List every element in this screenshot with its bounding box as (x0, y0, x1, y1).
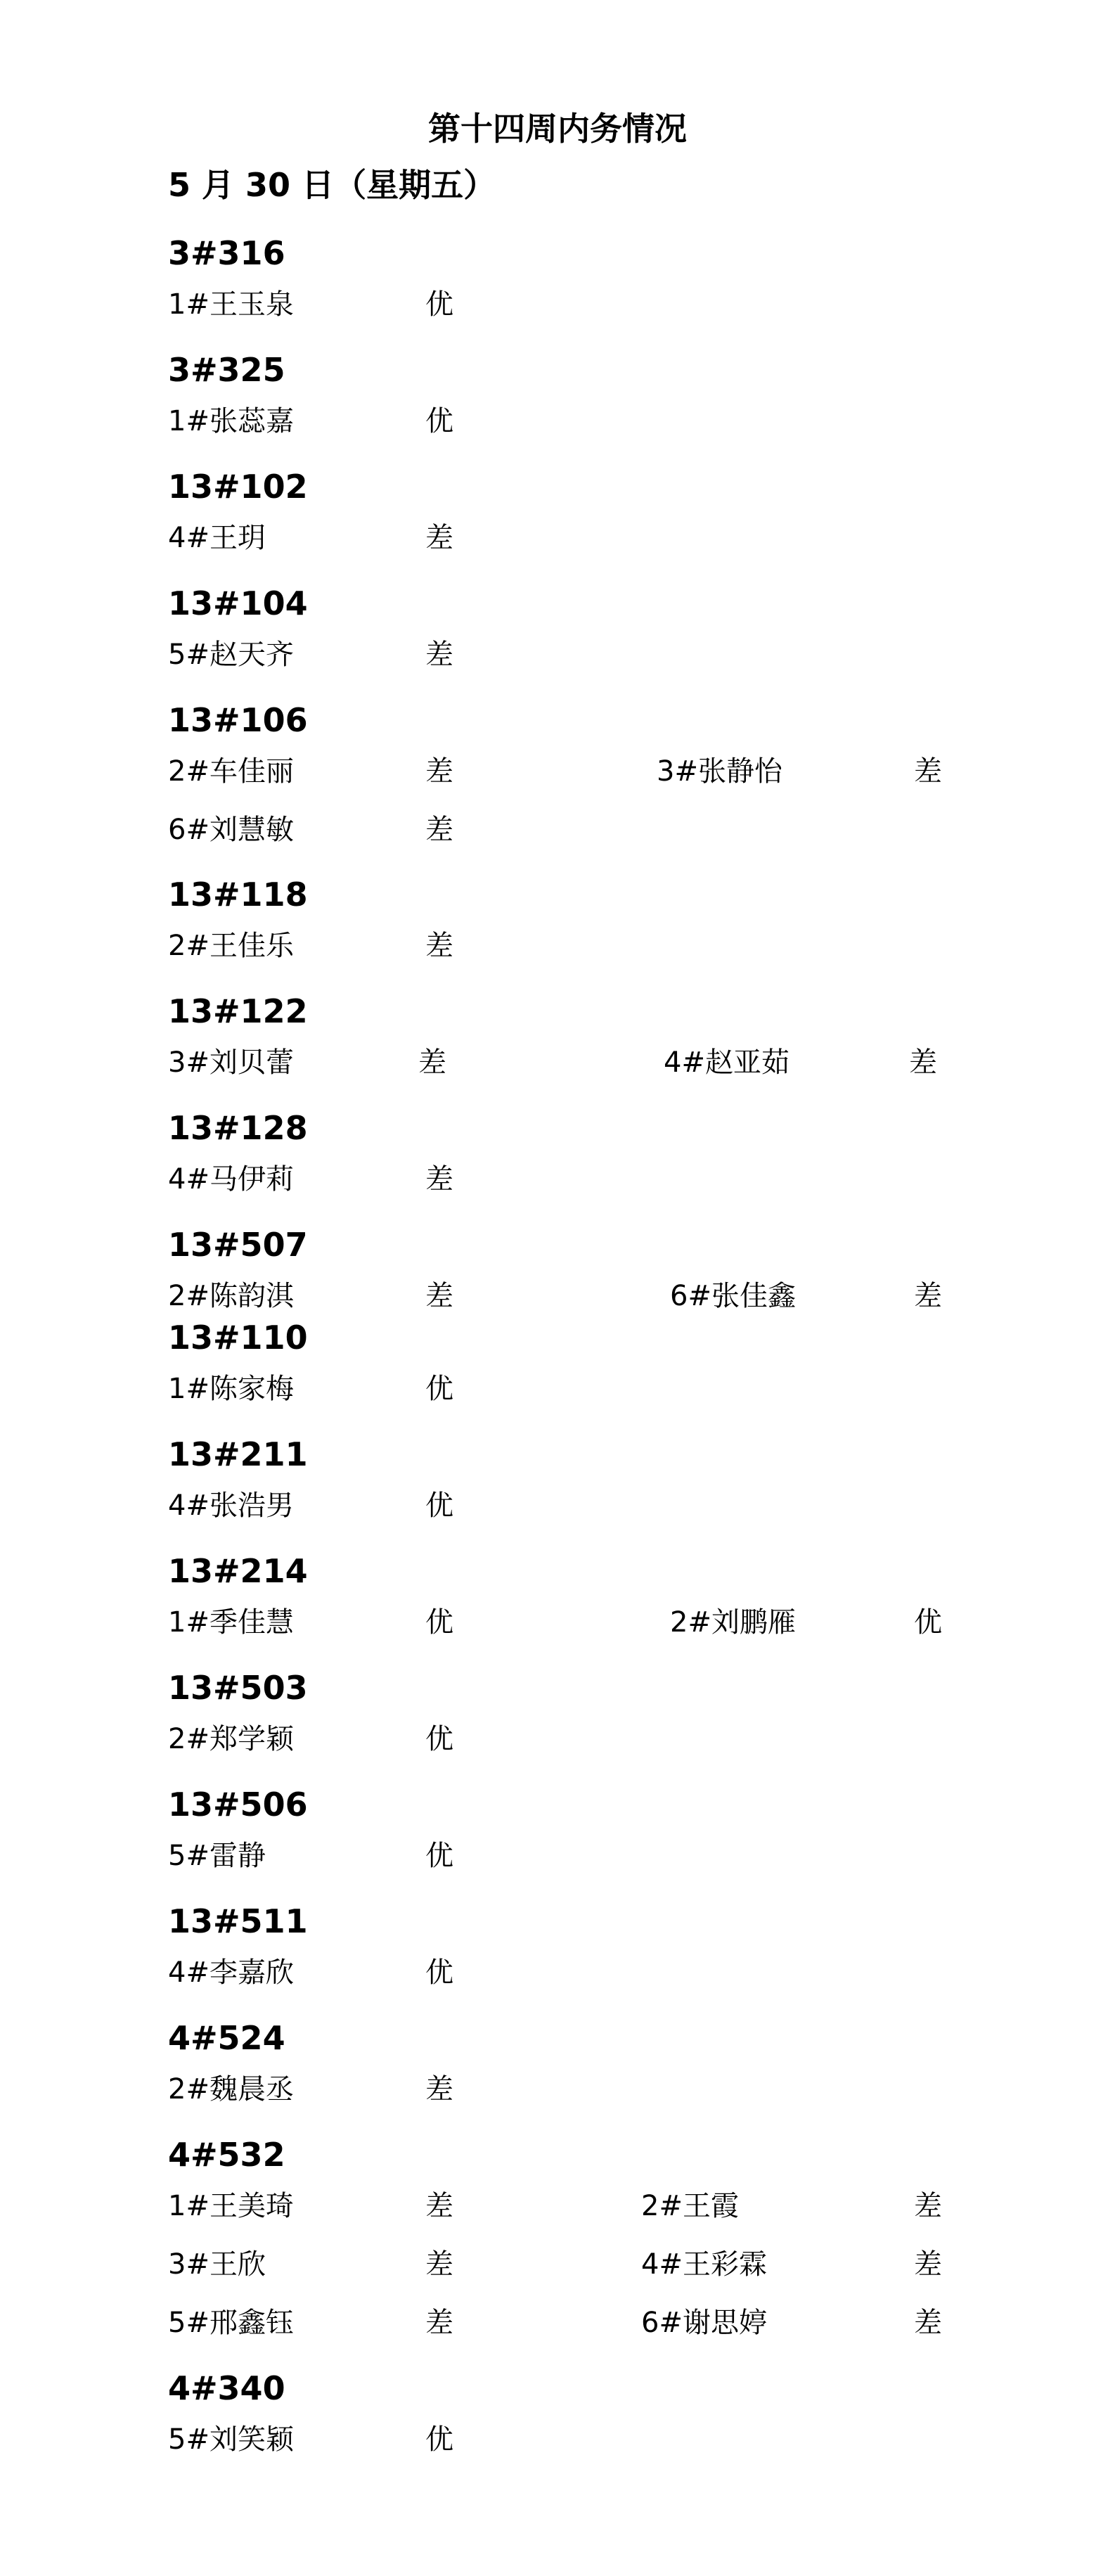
resident-name: 6#刘慧敏 (168, 814, 294, 846)
room-number: 13#211 (168, 1435, 308, 1473)
inspection-grade: 差 (425, 755, 453, 788)
resident-name: 1#陈家梅 (168, 1373, 294, 1405)
resident-name: 4#王彩霖 (641, 2248, 767, 2281)
resident-name: 2#郑学颖 (168, 1723, 294, 1755)
inspection-grade: 差 (418, 1046, 446, 1079)
inspection-grade: 差 (425, 522, 453, 554)
inspection-grade: 差 (425, 2190, 453, 2222)
resident-name: 3#刘贝蕾 (168, 1046, 294, 1079)
room-number: 13#106 (168, 701, 308, 739)
room-number: 13#214 (168, 1552, 308, 1590)
resident-name: 4#李嘉欣 (168, 1956, 294, 1989)
resident-name: 4#马伊莉 (168, 1163, 294, 1196)
date-heading: 5 月 30 日（星期五） (168, 166, 496, 204)
inspection-grade: 差 (425, 930, 453, 962)
document-title: 第十四周内务情况 (428, 110, 687, 148)
inspection-grade: 差 (909, 1046, 937, 1079)
room-number: 13#118 (168, 876, 308, 914)
inspection-grade: 差 (425, 639, 453, 671)
room-number: 3#316 (168, 234, 285, 272)
room-number: 3#325 (168, 351, 285, 389)
resident-name: 2#王佳乐 (168, 930, 294, 962)
inspection-grade: 差 (425, 814, 453, 846)
resident-name: 5#刘笑颖 (168, 2423, 294, 2456)
room-number: 13#507 (168, 1226, 308, 1264)
resident-name: 2#陈韵淇 (168, 1280, 294, 1312)
resident-name: 2#刘鹏雁 (670, 1606, 796, 1639)
resident-name: 2#魏晨丞 (168, 2073, 294, 2106)
inspection-grade: 差 (914, 2190, 942, 2222)
resident-name: 5#赵天齐 (168, 639, 294, 671)
inspection-grade: 优 (425, 405, 453, 437)
room-number: 13#511 (168, 1902, 308, 1940)
resident-name: 3#王欣 (168, 2248, 266, 2281)
inspection-grade: 优 (425, 288, 453, 321)
inspection-grade: 差 (914, 2248, 942, 2281)
resident-name: 4#王玥 (168, 522, 266, 554)
room-number: 13#503 (168, 1669, 308, 1707)
inspection-grade: 优 (425, 1723, 453, 1755)
inspection-grade: 差 (425, 2073, 453, 2106)
room-number: 13#102 (168, 468, 308, 506)
room-number: 4#524 (168, 2019, 285, 2057)
inspection-grade: 差 (425, 1280, 453, 1312)
resident-name: 1#王玉泉 (168, 288, 294, 321)
room-number: 4#532 (168, 2136, 285, 2174)
inspection-grade: 优 (425, 1956, 453, 1989)
resident-name: 2#车佳丽 (168, 755, 294, 788)
resident-name: 6#谢思婷 (641, 2307, 767, 2339)
inspection-grade: 优 (914, 1606, 942, 1639)
resident-name: 1#王美琦 (168, 2190, 294, 2222)
inspection-grade: 优 (425, 1373, 453, 1405)
inspection-grade: 差 (914, 1280, 942, 1312)
resident-name: 4#赵亚茹 (664, 1046, 789, 1079)
resident-name: 1#张蕊嘉 (168, 405, 294, 437)
room-number: 13#122 (168, 992, 308, 1030)
resident-name: 6#张佳鑫 (670, 1280, 796, 1312)
resident-name: 5#雷静 (168, 1840, 266, 1872)
resident-name: 2#王霞 (641, 2190, 739, 2222)
inspection-grade: 优 (425, 1840, 453, 1872)
room-number: 13#128 (168, 1109, 308, 1147)
inspection-grade: 差 (425, 1163, 453, 1196)
resident-name: 1#季佳慧 (168, 1606, 294, 1639)
inspection-grade: 优 (425, 2423, 453, 2456)
inspection-grade: 差 (425, 2307, 453, 2339)
room-number: 4#340 (168, 2369, 285, 2407)
inspection-grade: 优 (425, 1489, 453, 1522)
room-number: 13#506 (168, 1786, 308, 1824)
inspection-grade: 优 (425, 1606, 453, 1639)
room-number: 13#104 (168, 584, 308, 622)
resident-name: 5#邢鑫钰 (168, 2307, 294, 2339)
room-number: 13#110 (168, 1319, 308, 1357)
inspection-grade: 差 (914, 2307, 942, 2339)
inspection-grade: 差 (425, 2248, 453, 2281)
inspection-grade: 差 (914, 755, 942, 788)
resident-name: 3#张静怡 (657, 755, 782, 788)
resident-name: 4#张浩男 (168, 1489, 294, 1522)
